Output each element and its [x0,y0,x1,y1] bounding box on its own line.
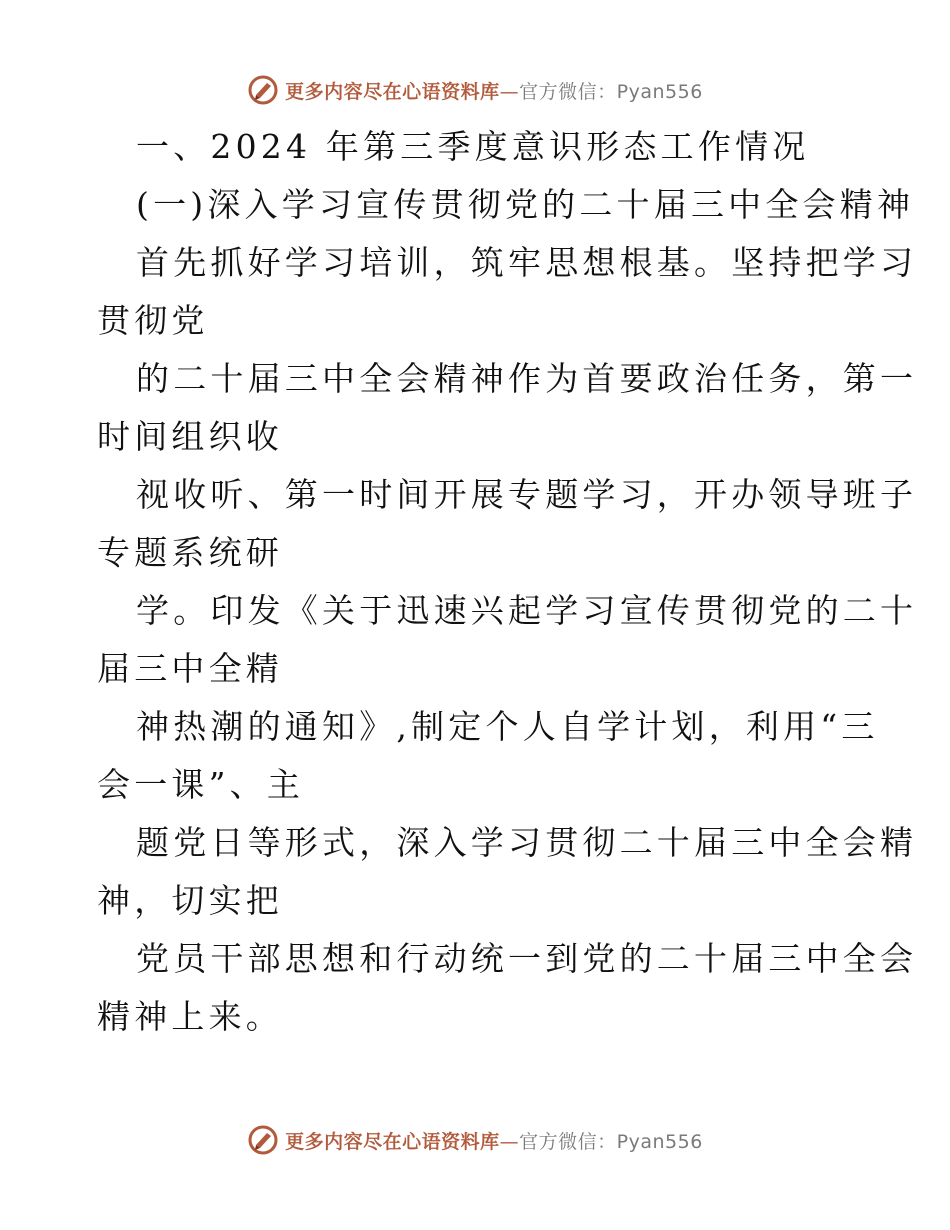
section-heading: 一、2024 年第三季度意识形态工作情况 [136,127,810,166]
logo-icon [247,1124,279,1156]
subsection-heading: (一)深入学习宣传贯彻党的二十届三中全会精神 [136,185,915,224]
watermark-main: 更多内容尽在心语资料库 [285,80,500,103]
footer-watermark [0,1120,950,1160]
watermark-contact: 官方微信：Pyan556 [519,80,703,103]
watermark-text [285,1127,703,1154]
paragraph-line: 的二十届三中全会精神作为首要政治任务，第一 [136,359,918,398]
paragraph-line: 神，切实把 [97,881,283,920]
watermark-dash: — [499,80,520,103]
watermark-dash: — [499,1130,520,1153]
paragraph-line: 学。印发《关于迅速兴起学习宣传贯彻党的二十 [136,591,918,630]
paragraph-line: 题党日等形式，深入学习贯彻二十届三中全会精 [136,823,918,862]
logo-icon [247,74,279,106]
watermark-text [285,77,703,104]
header-watermark [0,70,950,110]
watermark-main: 更多内容尽在心语资料库 [285,1130,500,1153]
paragraph-line: 精神上来。 [97,997,283,1036]
paragraph-line: 神热潮的通知》,制定个人自学计划，利用“三 [136,707,879,746]
watermark-contact: 官方微信：Pyan556 [519,1130,703,1153]
paragraph-line: 党员干部思想和行动统一到党的二十届三中全会 [136,939,918,978]
paragraph-line: 届三中全精 [97,649,283,688]
paragraph-line: 首先抓好学习培训，筑牢思想根基。坚持把学习 [136,243,918,282]
paragraph-line: 贯彻党 [97,301,209,340]
paragraph-line: 专题系统研 [97,533,283,572]
paragraph-line: 时间组织收 [97,417,283,456]
paragraph-line: 会一课”、主 [97,765,305,804]
paragraph-line: 视收听、第一时间开展专题学习，开办领导班子 [136,475,918,514]
